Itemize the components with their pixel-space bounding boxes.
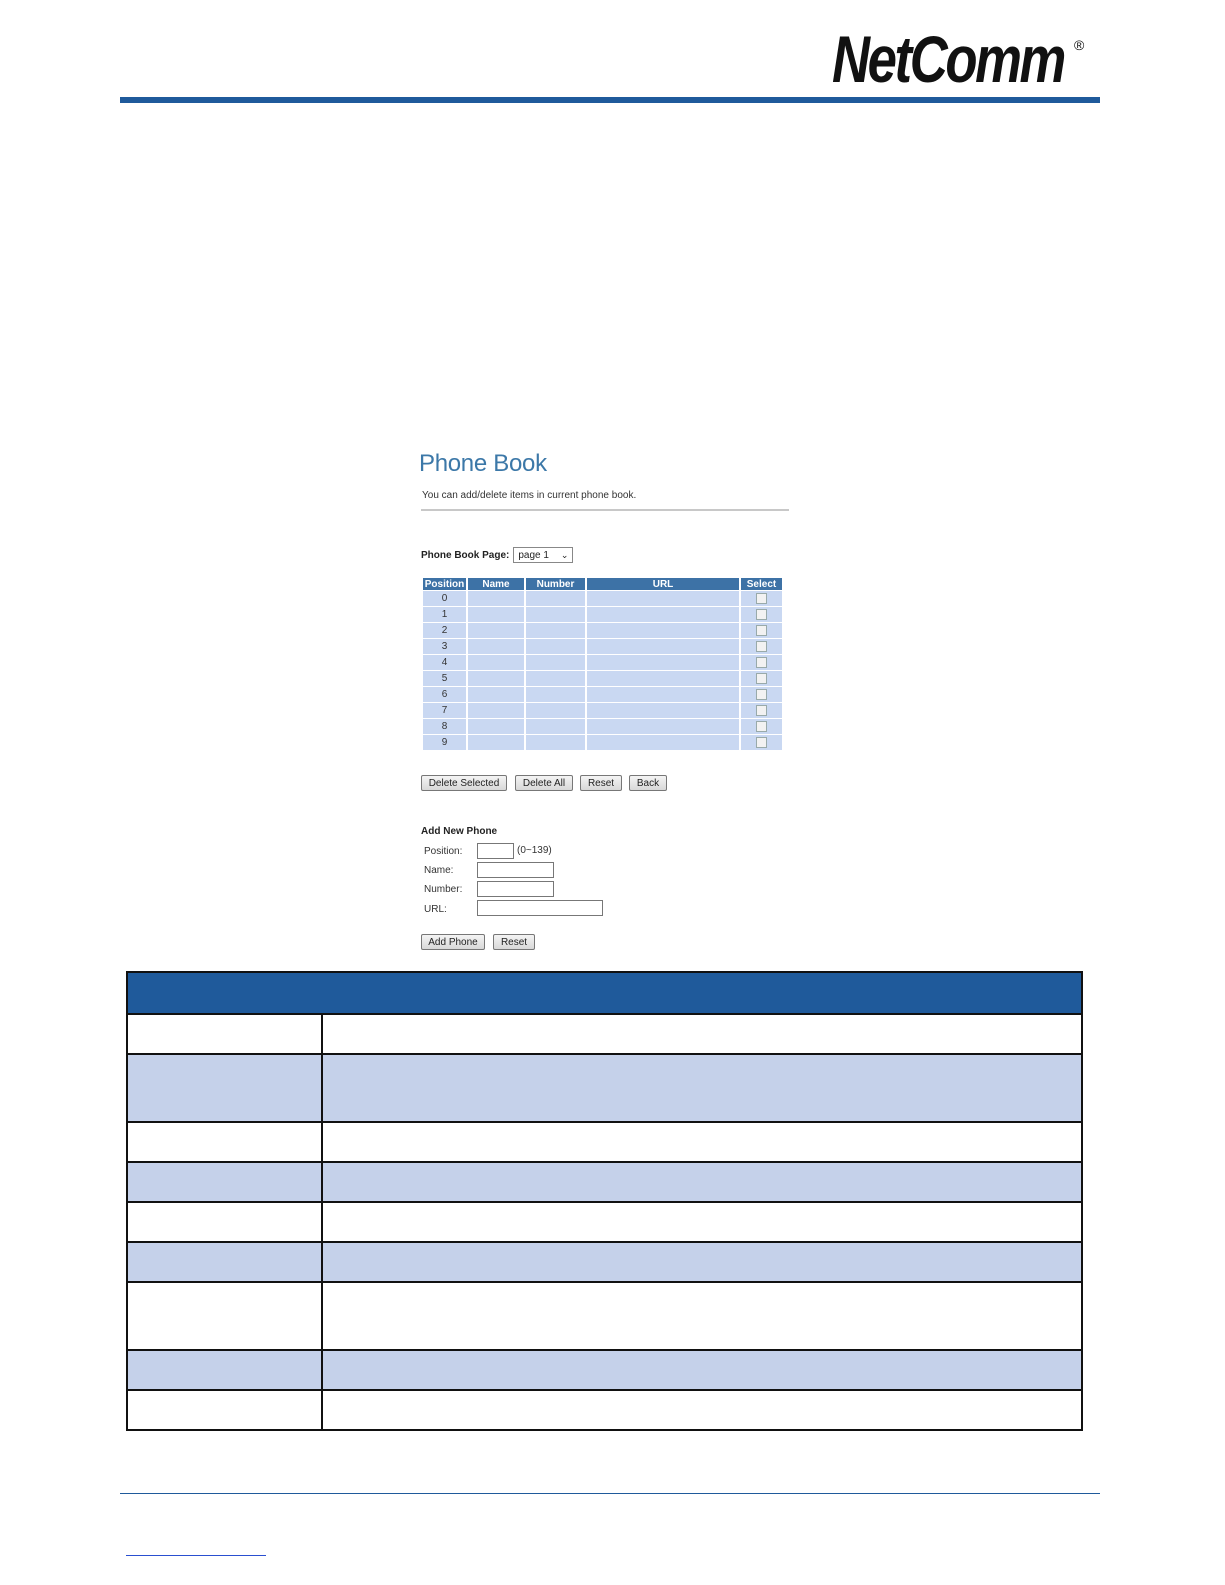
row-url <box>587 607 739 622</box>
row-name <box>468 655 524 670</box>
table-row <box>423 639 782 654</box>
row-select-cell <box>741 607 782 622</box>
registered-mark: ® <box>1074 37 1085 53</box>
row-position: 1 <box>423 607 466 622</box>
row-position: 4 <box>423 655 466 670</box>
row-number <box>526 687 585 702</box>
row-select-cell <box>741 719 782 734</box>
row-url <box>587 655 739 670</box>
select-checkbox[interactable] <box>756 689 767 700</box>
table-row <box>128 1055 1081 1123</box>
term-cell <box>128 1203 323 1241</box>
term-cell <box>128 1123 323 1161</box>
column-header-position: Position <box>424 578 465 590</box>
row-url <box>587 671 739 686</box>
phone-book-page-row <box>421 547 573 563</box>
row-number <box>526 607 585 622</box>
table-row <box>423 591 782 606</box>
position-range: (0~139) <box>517 845 552 856</box>
definition-cell <box>323 1055 1081 1121</box>
definition-cell <box>323 1283 1081 1349</box>
select-checkbox[interactable] <box>756 721 767 732</box>
definition-cell <box>323 1123 1081 1161</box>
column-header-number: Number <box>526 578 585 590</box>
row-number <box>526 671 585 686</box>
phone-book-table <box>421 577 784 751</box>
row-name <box>468 671 524 686</box>
table-row <box>128 1163 1081 1203</box>
row-position: 6 <box>423 687 466 702</box>
term-cell <box>128 1015 323 1053</box>
row-number <box>526 735 585 750</box>
column-header-name: Name <box>468 578 524 590</box>
url-input[interactable] <box>477 900 603 916</box>
add-reset-button[interactable]: Reset <box>493 934 535 950</box>
table-row <box>128 1351 1081 1391</box>
select-checkbox[interactable] <box>756 657 767 668</box>
table-row <box>128 1283 1081 1351</box>
row-select-cell <box>741 703 782 718</box>
row-url <box>587 687 739 702</box>
row-name <box>468 687 524 702</box>
delete-selected-button[interactable]: Delete Selected <box>421 775 507 791</box>
page-title: Phone Book <box>419 450 547 477</box>
position-label: Position: <box>424 846 463 857</box>
phone-book-page-label: Phone Book Page: <box>421 549 510 561</box>
row-select-cell <box>741 687 782 702</box>
table-row <box>128 1015 1081 1055</box>
definition-cell <box>323 1351 1081 1389</box>
url-label: URL: <box>424 904 447 915</box>
table-row <box>423 655 782 670</box>
row-url <box>587 591 739 606</box>
table-row <box>423 703 782 718</box>
title-divider <box>421 509 789 511</box>
footer-rule <box>120 1493 1100 1494</box>
position-input[interactable] <box>477 843 514 859</box>
row-name <box>468 719 524 734</box>
definition-cell <box>323 1243 1081 1281</box>
definition-cell <box>323 1163 1081 1201</box>
row-url <box>587 703 739 718</box>
row-number <box>526 719 585 734</box>
select-checkbox[interactable] <box>756 705 767 716</box>
netcomm-logo <box>832 24 1092 90</box>
table-row <box>128 1243 1081 1283</box>
phone-book-page-select[interactable] <box>513 547 573 563</box>
row-position: 5 <box>423 671 466 686</box>
back-button[interactable]: Back <box>629 775 667 791</box>
definition-cell <box>323 1203 1081 1241</box>
select-checkbox[interactable] <box>756 625 767 636</box>
row-select-cell <box>741 671 782 686</box>
row-url <box>587 719 739 734</box>
footer-link-underline[interactable] <box>126 1555 266 1556</box>
select-checkbox[interactable] <box>756 593 767 604</box>
page-description: You can add/delete items in current phone book. <box>422 490 637 501</box>
row-name <box>468 607 524 622</box>
number-input[interactable] <box>477 881 554 897</box>
delete-all-button[interactable]: Delete All <box>515 775 573 791</box>
row-position: 0 <box>423 591 466 606</box>
term-cell <box>128 1055 323 1121</box>
row-position: 3 <box>423 639 466 654</box>
row-number <box>526 703 585 718</box>
row-number <box>526 591 585 606</box>
logo-text: NetComm <box>832 24 1065 90</box>
column-header-select: Select <box>741 578 782 590</box>
name-label: Name: <box>424 865 454 876</box>
column-header-url: URL <box>587 578 739 590</box>
row-position: 9 <box>423 735 466 750</box>
name-input[interactable] <box>477 862 554 878</box>
add-new-phone-title: Add New Phone <box>421 826 498 837</box>
row-url <box>587 623 739 638</box>
select-checkbox[interactable] <box>756 673 767 684</box>
row-name <box>468 623 524 638</box>
add-phone-button[interactable]: Add Phone <box>421 934 485 950</box>
row-select-cell <box>741 623 782 638</box>
description-table-header <box>128 973 1081 1015</box>
table-row <box>423 671 782 686</box>
select-checkbox[interactable] <box>756 609 767 620</box>
row-select-cell <box>741 735 782 750</box>
term-cell <box>128 1351 323 1389</box>
term-cell <box>128 1243 323 1281</box>
table-row <box>423 687 782 702</box>
row-name <box>468 591 524 606</box>
reset-button[interactable]: Reset <box>580 775 622 791</box>
select-checkbox[interactable] <box>756 737 767 748</box>
row-name <box>468 639 524 654</box>
row-position: 2 <box>423 623 466 638</box>
description-table <box>126 971 1083 1431</box>
row-name <box>468 703 524 718</box>
table-row <box>128 1203 1081 1243</box>
header-rule <box>120 97 1100 103</box>
chevron-down-icon: ⌄ <box>560 549 569 560</box>
definition-cell <box>323 1015 1081 1053</box>
phone-book-page-value: page 1 <box>518 549 549 561</box>
row-name <box>468 735 524 750</box>
definition-cell <box>323 1391 1081 1429</box>
row-number <box>526 655 585 670</box>
table-row <box>128 1391 1081 1429</box>
table-row <box>423 607 782 622</box>
row-number <box>526 639 585 654</box>
row-select-cell <box>741 655 782 670</box>
term-cell <box>128 1163 323 1201</box>
row-url <box>587 639 739 654</box>
table-row <box>423 735 782 750</box>
number-label: Number: <box>424 884 463 895</box>
row-position: 7 <box>423 703 466 718</box>
table-row <box>423 623 782 638</box>
table-row <box>128 1123 1081 1163</box>
row-number <box>526 623 585 638</box>
term-cell <box>128 1283 323 1349</box>
row-position: 8 <box>423 719 466 734</box>
table-row <box>423 719 782 734</box>
row-select-cell <box>741 639 782 654</box>
select-checkbox[interactable] <box>756 641 767 652</box>
row-url <box>587 735 739 750</box>
row-select-cell <box>741 591 782 606</box>
term-cell <box>128 1391 323 1429</box>
